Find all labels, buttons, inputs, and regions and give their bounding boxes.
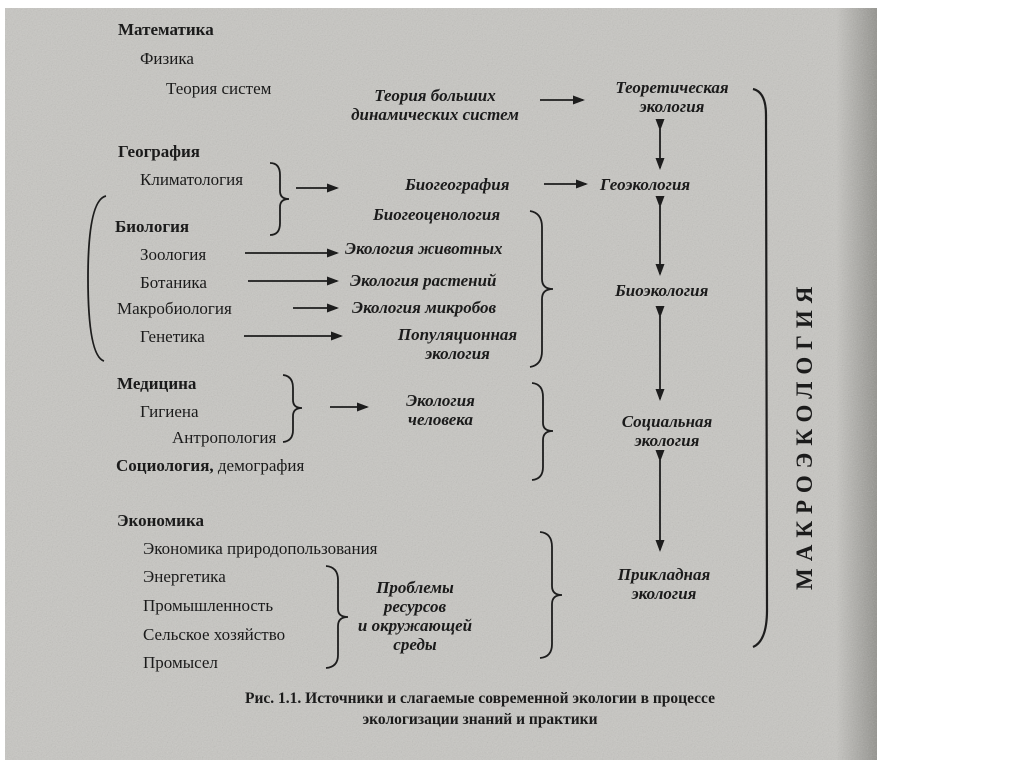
field-large-dynamic-systems-theory xyxy=(340,86,530,124)
discipline-physics: Физика xyxy=(140,49,194,68)
line: и окружающей xyxy=(357,616,473,636)
discipline-mathematics: Математика xyxy=(118,20,214,39)
macroecology-vertical-label: МАКРОЭКОЛОГИЯ xyxy=(792,279,817,590)
discipline-macrobiology: Макробиология xyxy=(117,299,232,318)
branch-geoecology: Геоэкология xyxy=(600,175,691,194)
branch-applied-ecology xyxy=(605,565,723,603)
line: экология xyxy=(425,344,490,364)
line: экология xyxy=(631,584,697,604)
caption-line: Рис. 1.1. Источники и слагаемые современной экологии в процессе xyxy=(245,690,715,707)
field-resource-environment-problems xyxy=(335,578,495,654)
field-microbe-ecology: Экология микробов xyxy=(352,298,497,317)
field-plant-ecology: Экология растений xyxy=(350,271,497,290)
discipline-genetics: Генетика xyxy=(140,327,205,346)
discipline-geography: География xyxy=(118,142,200,161)
discipline-harvesting: Промысел xyxy=(143,653,218,672)
branch-bioecology: Биоэкология xyxy=(615,281,709,300)
discipline-sociology-demography xyxy=(116,456,304,475)
discipline-environmental-economics: Экономика природопользования xyxy=(143,539,378,558)
line: среды xyxy=(393,635,437,655)
field-population-ecology xyxy=(390,325,525,363)
discipline-agriculture: Сельское хозяйство xyxy=(143,625,286,644)
caption-line: экологизации знаний и практики xyxy=(362,710,598,728)
discipline-economics: Экономика xyxy=(117,511,204,530)
discipline-medicine: Медицина xyxy=(117,374,197,393)
line: экология xyxy=(634,431,700,451)
discipline-energetics: Энергетика xyxy=(143,567,226,586)
discipline-sociology: Социология, xyxy=(116,456,214,475)
figure-caption xyxy=(150,689,810,731)
discipline-anthropology: Антропология xyxy=(172,428,277,447)
line: человека xyxy=(408,410,473,430)
branch-theoretical-ecology xyxy=(598,78,746,116)
line: экология xyxy=(639,97,705,117)
discipline-hygiene: Гигиена xyxy=(140,402,199,421)
field-animal-ecology: Экология животных xyxy=(345,239,503,258)
field-biogeocenology: Биогеоценология xyxy=(373,205,501,224)
scan-edge-shadow xyxy=(836,8,877,760)
field-human-ecology xyxy=(393,391,488,429)
line: Теоретическая xyxy=(615,78,729,97)
line: Теория больших xyxy=(374,86,496,105)
line: Популяционная xyxy=(397,325,518,344)
line: Прикладная xyxy=(617,565,711,584)
discipline-systems-theory: Теория систем xyxy=(166,79,272,98)
line: динамических систем xyxy=(351,105,519,125)
discipline-botany: Ботаника xyxy=(140,273,207,292)
discipline-zoology: Зоология xyxy=(140,245,207,264)
line: Проблемы xyxy=(376,578,454,597)
line: ресурсов xyxy=(383,597,447,617)
line: Экология xyxy=(406,391,475,410)
field-biogeography: Биогеография xyxy=(405,175,510,194)
line: Социальная xyxy=(621,412,713,431)
discipline-biology: Биология xyxy=(115,217,190,236)
branch-social-ecology xyxy=(608,412,726,450)
discipline-climatology: Климатология xyxy=(140,170,244,189)
discipline-industry: Промышленность xyxy=(143,596,274,615)
discipline-demography: демография xyxy=(217,456,305,475)
